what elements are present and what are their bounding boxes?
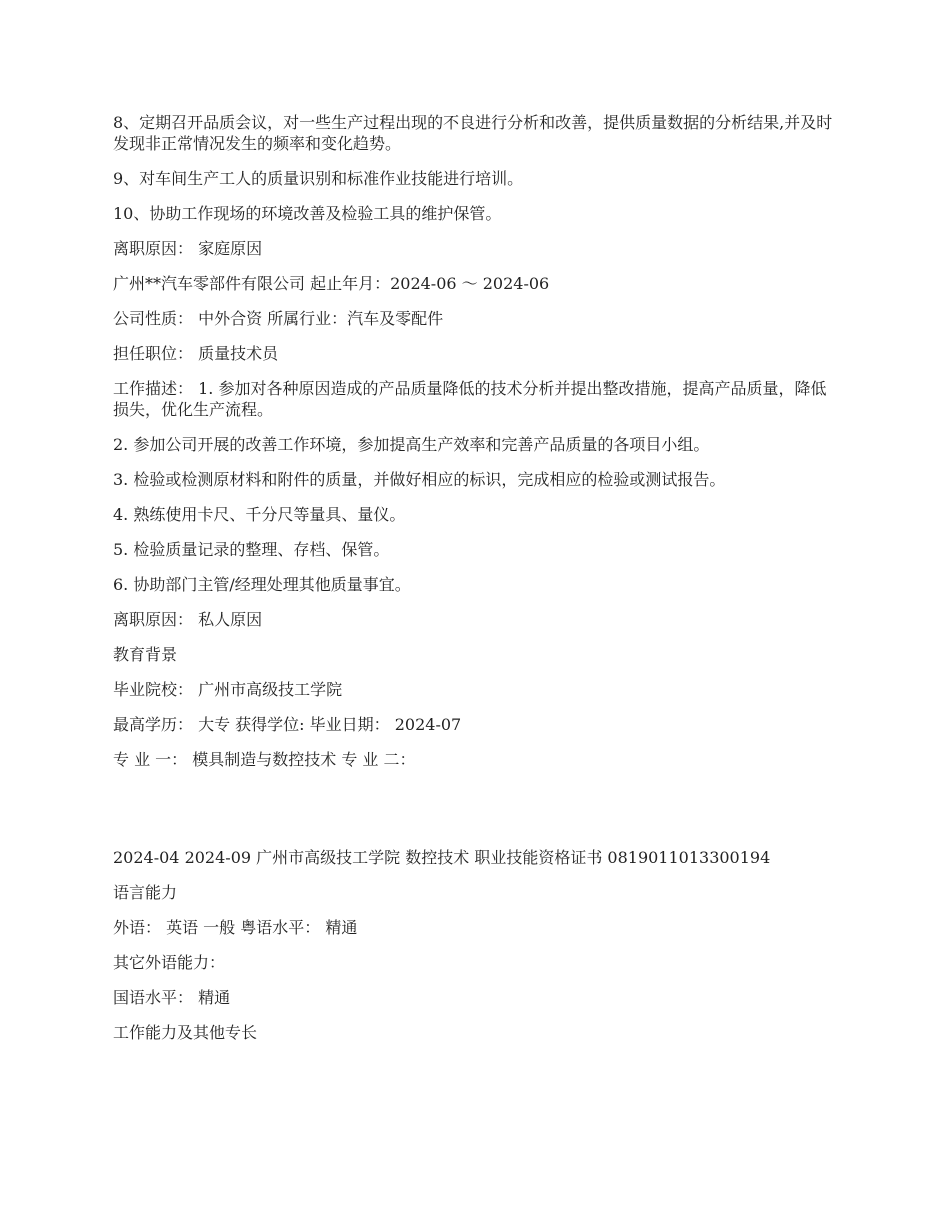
foreign-language: 外语： 英语 一般 粤语水平： 精通 (113, 918, 358, 937)
certificate-line: 2024-04 2024-09 广州市高级技工学院 数控技术 职业技能资格证书 0819011013300194 (113, 848, 771, 867)
language-heading: 语言能力 (113, 883, 178, 902)
graduate-school: 毕业院校： 广州市高级技工学院 (113, 680, 343, 699)
highest-degree: 最高学历： 大专 获得学位: 毕业日期： 2024-07 (113, 715, 462, 734)
company-nature: 公司性质： 中外合资 所属行业：汽车及零配件 (113, 309, 444, 328)
job-description-3: 3. 检验或检测原材料和附件的质量，并做好相应的标识，完成相应的检验或测试报告。 (113, 470, 726, 489)
document-page (113, 112, 833, 1057)
leave-reason-2: 离职原因： 私人原因 (113, 610, 263, 629)
duty-item-8: 8、定期召开品质会议，对一些生产过程出现的不良进行分析和改善，提供质量数据的分析结果,并及时发现非正常情况发生的频率和变化趋势。 (113, 113, 833, 153)
job-description-4: 4. 熟练使用卡尺、千分尺等量具、量仪。 (113, 505, 406, 524)
spacer (113, 784, 833, 847)
job-description-1: 工作描述： 1. 参加对各种原因造成的产品质量降低的技术分析并提出整改措施，提高产品质量，降低损失，优化生产流程。 (113, 379, 827, 419)
duty-item-10: 10、协助工作现场的环境改善及检验工具的维护保管。 (113, 204, 502, 223)
education-heading: 教育背景 (113, 645, 178, 664)
major-line: 专 业 一： 模具制造与数控技术 专 业 二： (113, 750, 416, 769)
skills-heading: 工作能力及其他专长 (113, 1023, 258, 1042)
duty-item-9: 9、对车间生产工人的质量识别和标准作业技能进行培训。 (113, 169, 524, 188)
other-languages: 其它外语能力： (113, 953, 226, 972)
job-description-6: 6. 协助部门主管/经理处理其他质量事宜。 (113, 575, 411, 594)
job-description-5: 5. 检验质量记录的整理、存档、保管。 (113, 540, 390, 559)
company-period: 广州**汽车零部件有限公司 起止年月：2024-06 ～ 2024-06 (113, 274, 550, 293)
job-position: 担任职位： 质量技术员 (113, 344, 279, 363)
job-description-2: 2. 参加公司开展的改善工作环境，参加提高生产效率和完善产品质量的各项目小组。 (113, 435, 710, 454)
mandarin-level: 国语水平： 精通 (113, 988, 231, 1007)
leave-reason-1: 离职原因： 家庭原因 (113, 239, 263, 258)
